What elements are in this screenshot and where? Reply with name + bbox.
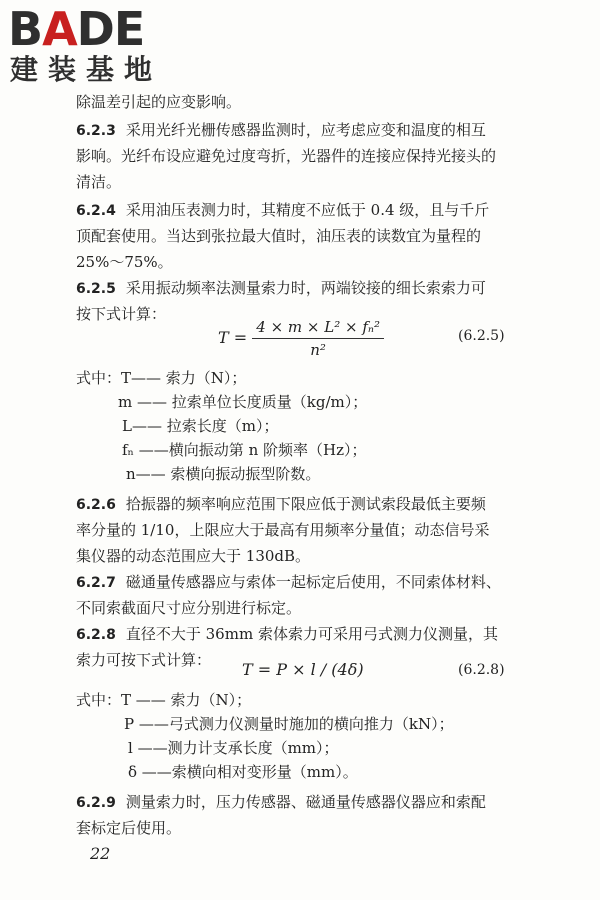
section-number: 6.2.9 [76,795,116,811]
text-line: 清洁。 [76,173,122,191]
equation-6-2-5 [218,318,384,359]
equation-fraction [252,318,384,359]
where-item: 式中：T —— 索力（N）； [76,691,252,709]
where-item: m —— 拉索单位长度质量（kg/m）； [118,393,368,411]
text-line: 25%～75%。 [76,253,173,271]
section-6-2-6 [76,494,486,515]
text-line: 直径不大于 36mm 索体索力可采用弓式测力仪测量，其 [125,625,498,643]
section-6-2-5 [76,278,486,299]
text-line: 套标定后使用。 [76,819,182,837]
section-number: 6.2.3 [76,123,116,139]
page-number: 22 [90,844,111,863]
text-line: 影响。光纤布设应避免过度弯折，光器件的连接应保持光接头的 [76,147,497,165]
section-6-2-7 [76,572,501,593]
text-line: 拾振器的频率响应范围下限应低于测试索段最低主要频 [125,495,486,513]
where-item: fₙ ——横向振动第 n 阶频率（Hz）； [122,441,367,459]
logo [8,4,162,86]
section-number: 6.2.6 [76,497,116,513]
text-line: 采用光纤光栅传感器监测时，应考虑应变和温度的相互 [125,121,486,139]
where-item: δ ——索横向相对变形量（mm）。 [128,763,358,781]
where-item: l ——测力计支承长度（mm）； [128,739,339,757]
logo-subtitle: 建装基地 [10,53,163,86]
section-6-2-3 [76,120,486,141]
text-line: 磁通量传感器应与索体一起标定后使用，不同索体材料、 [125,573,501,591]
text-line: 除温差引起的应变影响。 [76,93,242,111]
text-line: 集仪器的动态范围应大于 130dB。 [76,547,311,565]
text-line: 采用油压表测力时，其精度不应低于 0.4 级，且与千斤 [125,201,490,219]
section-number: 6.2.5 [76,281,116,297]
equation-number: (6.2.5) [458,328,505,344]
section-6-2-4 [76,200,489,221]
section-number: 6.2.8 [76,627,116,643]
equation-lhs: T = [218,328,248,347]
equation-denominator: n² [310,341,326,359]
text-line: 测量索力时，压力传感器、磁通量传感器仪器应和索配 [125,793,486,811]
where-item: P ——弓式测力仪测量时施加的横向推力（kN）； [124,715,454,733]
section-6-2-9 [76,792,486,813]
equation-6-2-8: T = P × l / (4δ) [242,660,364,679]
where-item: 式中：T—— 索力（N）； [76,369,247,387]
text-line: 不同索截面尺寸应分别进行标定。 [76,599,302,617]
equation-number: (6.2.8) [458,662,505,678]
text-line: 索力可按下式计算： [76,651,212,669]
text-line: 顶配套使用。当达到张拉最大值时，油压表的读数宜为量程的 [76,227,482,245]
logo-mark: BADE [8,2,145,56]
section-6-2-8 [76,624,498,645]
where-item: n—— 索横向振动振型阶数。 [126,465,321,483]
text-line: 按下式计算： [76,305,167,323]
equation-numerator: 4 × m × L² × fₙ² [252,318,384,339]
section-number: 6.2.4 [76,203,116,219]
section-number: 6.2.7 [76,575,116,591]
text-line: 率分量的 1/10，上限应大于最高有用频率分量值；动态信号采 [76,521,490,539]
where-item: L—— 拉索长度（m）； [122,417,279,435]
text-line: 采用振动频率法测量索力时，两端铰接的细长索索力可 [125,279,486,297]
